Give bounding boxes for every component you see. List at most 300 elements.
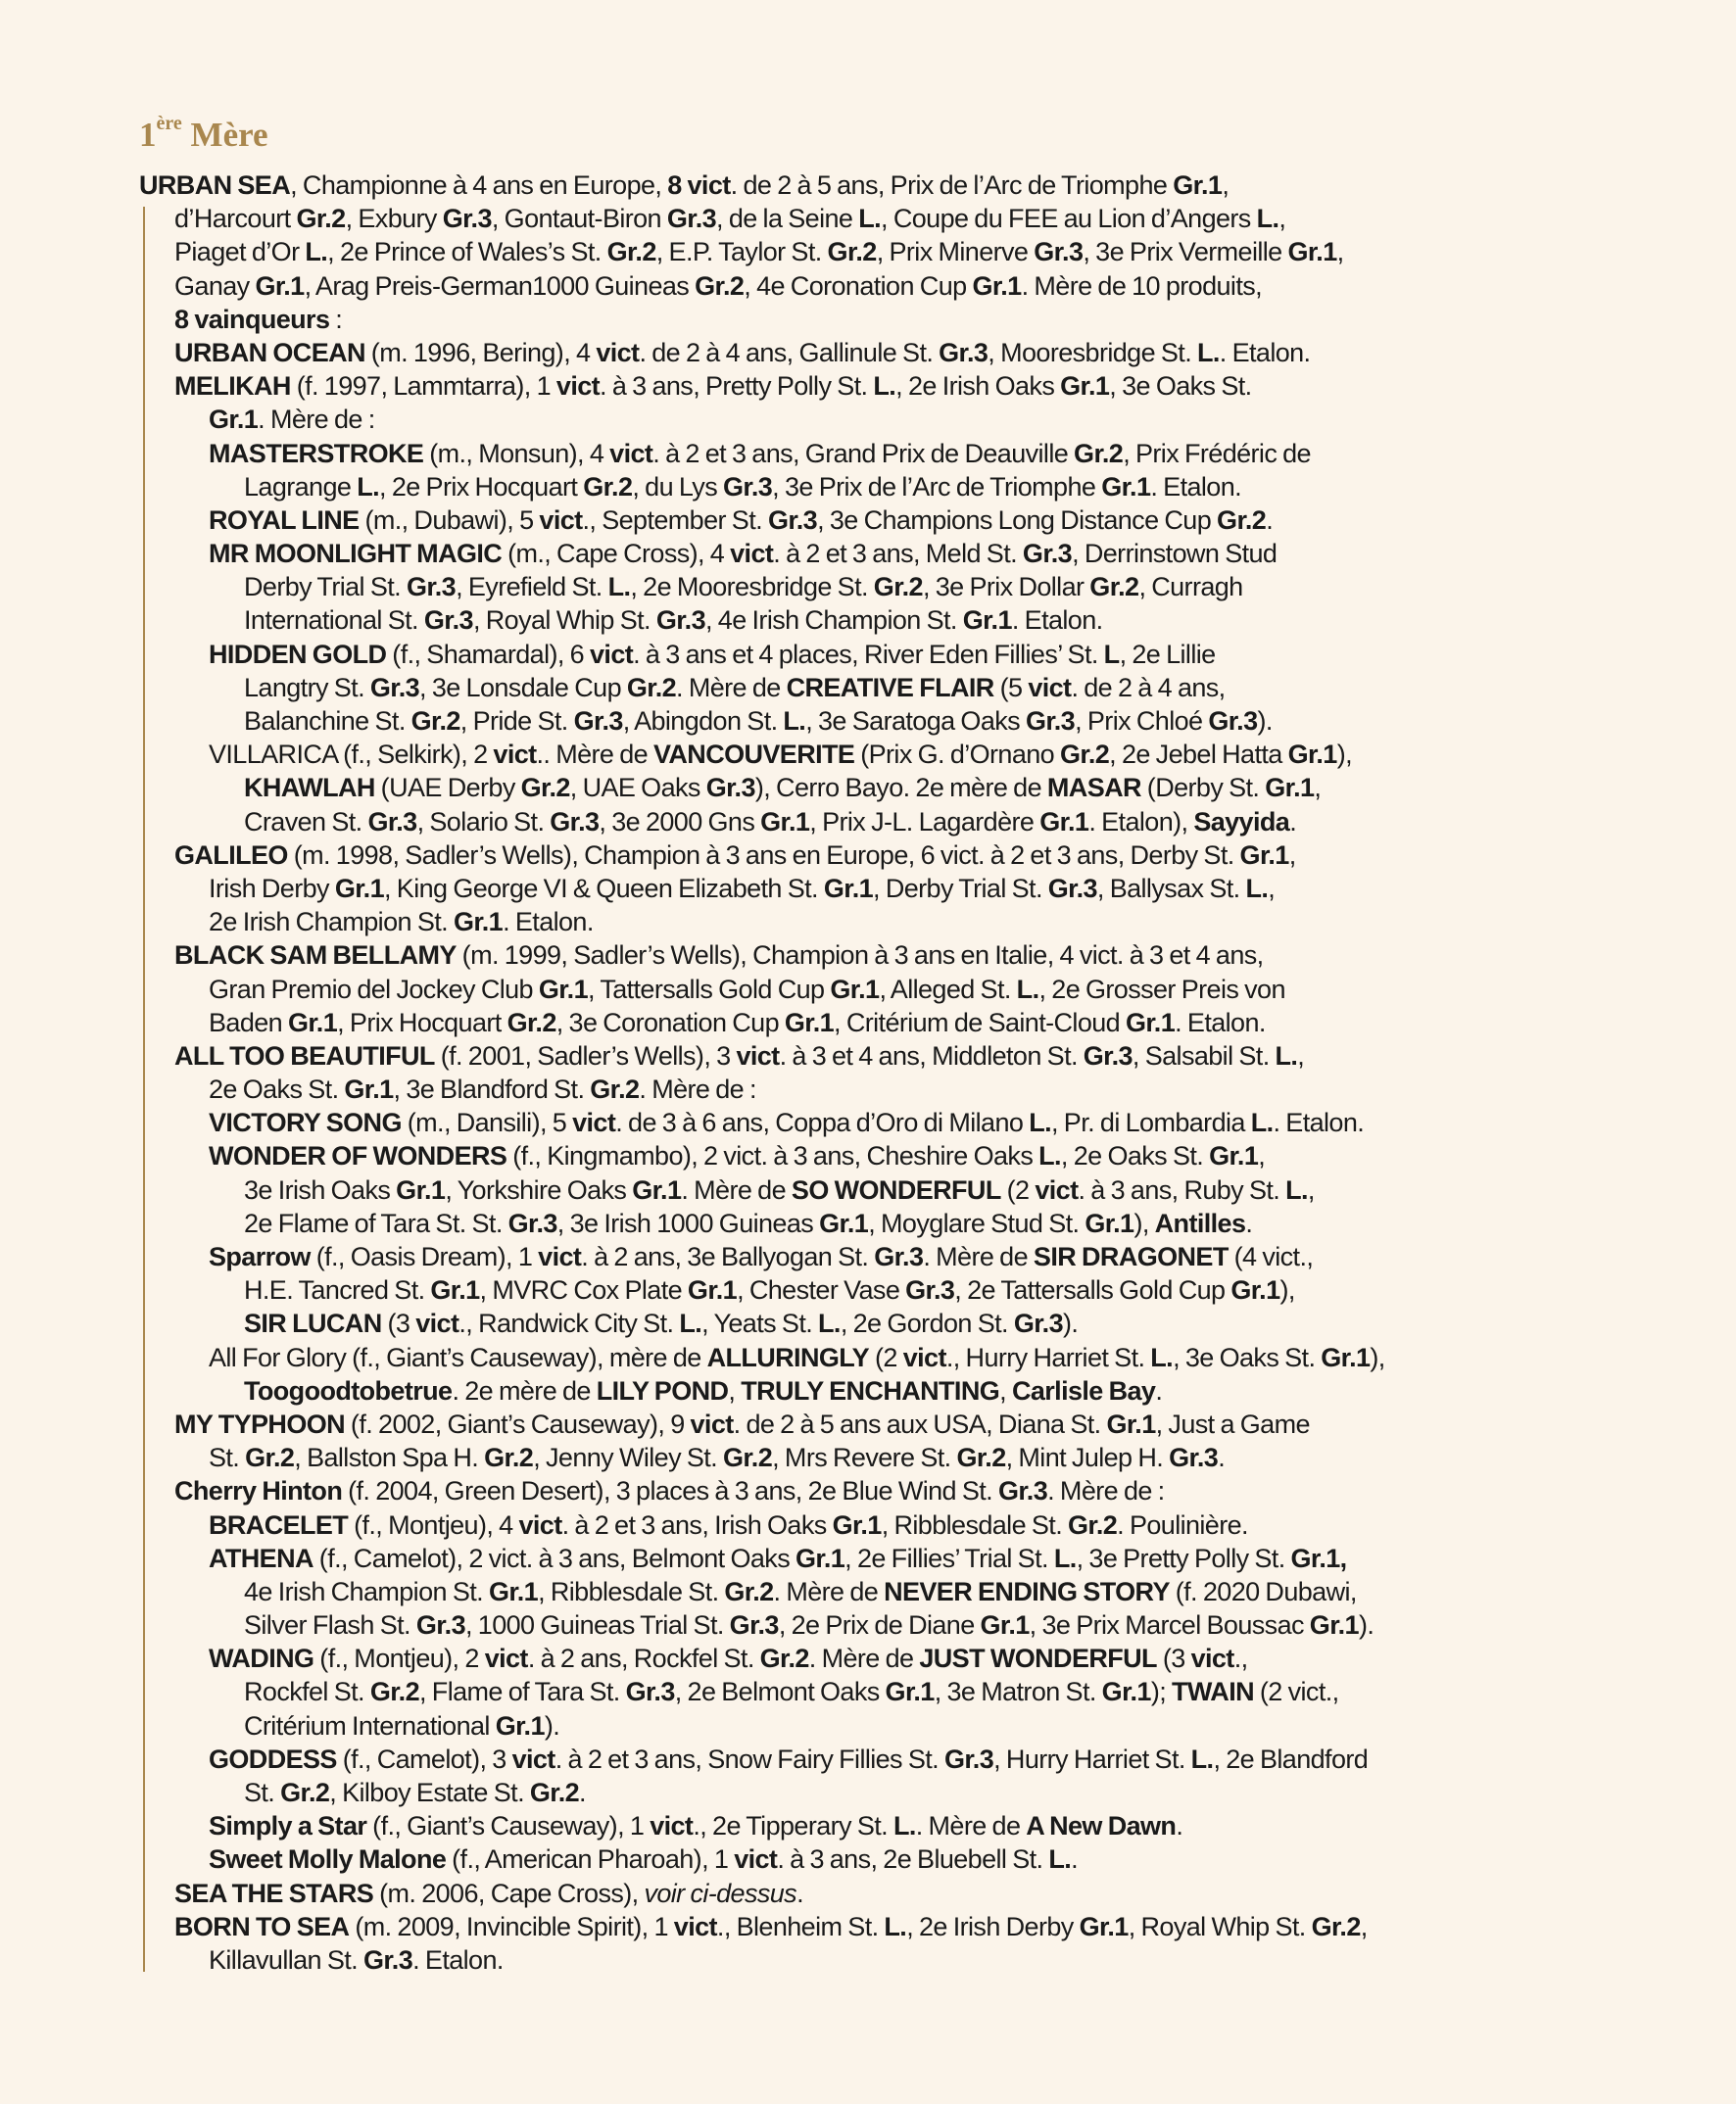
- text-run: , 2e Prix Hocquart: [379, 471, 584, 502]
- bold-text: Gr.1: [1039, 806, 1089, 837]
- text-run: , UAE Oaks: [569, 773, 706, 803]
- bold-text: Gr.1: [396, 1174, 446, 1205]
- text-run: , 2e Gordon St.: [840, 1309, 1014, 1339]
- text-run: , Ballysax St.: [1096, 873, 1246, 903]
- bold-text: ALL TOO BEAUTIFUL: [174, 1040, 435, 1071]
- bold-text: vict: [1028, 672, 1072, 702]
- bold-text: Gr.3: [1208, 706, 1258, 736]
- bold-text: Gr.2: [724, 1576, 774, 1606]
- text-run: ).: [1358, 1610, 1374, 1641]
- text-run: , Pride St.: [459, 706, 574, 736]
- text-run: .: [1266, 504, 1274, 535]
- bold-text: Gr.1: [687, 1275, 738, 1306]
- text-run: , 2e Grosser Preis von: [1038, 974, 1285, 1004]
- bold-text: URBAN OCEAN: [174, 337, 365, 367]
- bold-text: Gr.1: [538, 974, 588, 1004]
- bold-text: Gr.1: [819, 1208, 869, 1238]
- text-run: , Solario St.: [416, 806, 551, 837]
- text-run: , 2e Irish Oaks: [895, 371, 1061, 402]
- text-run: . Etalon.: [1219, 337, 1311, 367]
- bold-text: Gr.1: [1321, 1342, 1371, 1372]
- bold-text: Toogoodtobetrue: [244, 1375, 453, 1406]
- text-run: (m., Dubawi), 5: [359, 504, 540, 535]
- text-run: ,: [1336, 237, 1344, 267]
- bold-text: Gr.2: [506, 1007, 556, 1037]
- bold-text: vict: [902, 1342, 946, 1372]
- text-line: [139, 973, 1687, 1006]
- text-run: , E.P. Taylor St.: [655, 237, 828, 267]
- text-line: [139, 1207, 1687, 1240]
- bold-text: Gr.2: [583, 471, 633, 502]
- text-line: [139, 704, 1687, 738]
- text-line: [139, 1408, 1687, 1441]
- bold-text: Gr.1: [1287, 237, 1337, 267]
- text-run: d’Harcourt: [174, 204, 297, 234]
- text-run: ,: [1268, 873, 1276, 903]
- bold-text: Gr.3: [507, 1208, 557, 1238]
- bold-text: Gr.3: [943, 1744, 994, 1774]
- text-run: . à 3 ans, 2e Bluebell St.: [777, 1844, 1049, 1875]
- bold-text: Gr.1: [430, 1275, 480, 1306]
- text-line: [139, 1441, 1687, 1474]
- text-run: , 2e Oaks St.: [1060, 1141, 1210, 1172]
- text-run: , Chester Vase: [737, 1275, 906, 1306]
- text-line: [139, 303, 1687, 336]
- bold-text: Gr.1: [1287, 740, 1337, 770]
- text-run: Killavullan St.: [209, 1944, 363, 1975]
- text-run: (f., Camelot), 2 vict. à 3 ans, Belmont Oaks: [313, 1543, 796, 1573]
- bold-text: Gr.2: [722, 1443, 773, 1473]
- bold-text: Gr.1: [830, 974, 880, 1004]
- text-line: [139, 671, 1687, 704]
- text-run: , Coupe du FEE au Lion d’Angers: [881, 204, 1257, 234]
- text-line: [139, 1374, 1687, 1408]
- dam-entry: [139, 168, 1687, 1977]
- text-run: (m., Dansili), 5: [401, 1108, 573, 1138]
- bold-text: vict: [511, 1744, 555, 1774]
- text-run: (f., Giant’s Causeway), 1: [366, 1811, 651, 1841]
- bold-text: Gr.3: [1034, 237, 1084, 267]
- text-line: [139, 938, 1687, 972]
- bold-text: L.: [1275, 1040, 1298, 1071]
- text-run: (f., Camelot), 3: [336, 1744, 512, 1774]
- text-run: . Mère de: [923, 1242, 1034, 1271]
- text-run: (m. 1996, Bering), 4: [364, 337, 597, 367]
- text-run: . à 3 et 4 ans, Middleton St.: [779, 1040, 1084, 1071]
- bold-text: Gr.1: [972, 270, 1022, 301]
- bold-text: Gr.2: [956, 1443, 1006, 1473]
- text-line: [139, 1173, 1687, 1207]
- text-run: , Abingdon St.: [622, 706, 784, 736]
- text-run: . Etalon.: [1150, 471, 1242, 502]
- text-run: ),: [1336, 740, 1352, 770]
- text-run: ),: [1279, 1275, 1295, 1306]
- text-line: [139, 603, 1687, 637]
- text-run: , 3e Prix de l’Arc de Triomphe: [772, 471, 1102, 502]
- text-run: , Jenny Wiley St.: [533, 1443, 723, 1473]
- text-run: , Ribblesdale St.: [538, 1576, 725, 1606]
- text-run: ,: [1297, 1040, 1305, 1071]
- bold-text: Gr.1: [1239, 839, 1289, 870]
- text-run: , Kilboy Estate St.: [329, 1778, 530, 1807]
- bold-text: L.: [1197, 337, 1220, 367]
- text-run: , 3e Blandford St.: [393, 1075, 591, 1105]
- bold-text: L.: [607, 572, 631, 602]
- text-run: . à 2 ans, 3e Ballyogan St.: [581, 1242, 875, 1271]
- text-run: 2e Flame of Tara St. St.: [244, 1208, 508, 1238]
- text-run: , Royal Whip St.: [472, 605, 656, 636]
- text-run: St.: [209, 1443, 246, 1473]
- bold-text: Gr.3: [666, 204, 717, 234]
- bold-text: L.: [1245, 873, 1269, 903]
- text-line: [139, 1608, 1687, 1642]
- text-run: (4 vict.,: [1228, 1242, 1314, 1271]
- bold-text: vict: [730, 539, 774, 569]
- bold-text: Sparrow: [209, 1242, 311, 1271]
- text-line: [139, 470, 1687, 503]
- text-run: . de 3 à 6 ans, Coppa d’Oro di Milano: [615, 1108, 1030, 1138]
- text-run: . Mère de: [808, 1644, 920, 1674]
- bold-text: L.: [1190, 1744, 1214, 1774]
- text-run: (Prix G. d’Ornano: [854, 740, 1060, 770]
- bold-text: VICTORY SONG: [209, 1108, 402, 1138]
- text-run: . Etalon.: [412, 1944, 504, 1975]
- text-run: (f. 2004, Green Desert), 3 places à 3 ans, 2e Blue Wind St.: [342, 1476, 998, 1506]
- bold-text: Gr.3: [905, 1275, 955, 1306]
- text-run: , 3e Oaks St.: [1173, 1342, 1322, 1372]
- text-line: [139, 1709, 1687, 1743]
- bold-text: Gr.2: [1217, 504, 1267, 535]
- bold-text: Gr.3: [1022, 539, 1073, 569]
- bold-text: Carlisle Bay: [1011, 1375, 1156, 1406]
- text-run: VILLARICA (f., Selkirk), 2: [209, 740, 494, 770]
- bold-text: Gr.2: [410, 706, 460, 736]
- text-line: [139, 168, 1687, 202]
- bold-text: Gr.1: [287, 1007, 338, 1037]
- text-run: ,: [728, 1375, 742, 1406]
- bold-text: TRULY ENCHANTING: [741, 1375, 1000, 1406]
- text-line: [139, 1809, 1687, 1842]
- bold-text: Sayyida: [1193, 806, 1290, 837]
- bold-text: L.: [1016, 974, 1039, 1004]
- section-heading: [139, 113, 268, 154]
- bold-text: SIR LUCAN: [244, 1309, 382, 1339]
- text-run: ,: [1222, 170, 1230, 200]
- bold-text: Gr.1: [488, 1576, 539, 1606]
- text-run: (f. 2001, Sadler’s Wells), 3: [434, 1040, 737, 1071]
- bold-text: vict: [415, 1309, 459, 1339]
- bold-text: CREATIVE FLAIR: [786, 672, 994, 702]
- bold-text: L.: [892, 1811, 916, 1841]
- bold-text: Gr.2: [590, 1075, 640, 1105]
- text-line: [139, 1240, 1687, 1273]
- bold-text: Gr.1: [255, 270, 305, 301]
- text-run: Balanchine St.: [244, 706, 411, 736]
- text-run: , Derby Trial St.: [873, 873, 1048, 903]
- bold-text: Gr.3: [729, 1610, 779, 1641]
- bold-text: Gr.2: [296, 204, 346, 234]
- text-run: , 2e Mooresbridge St.: [630, 572, 874, 602]
- text-line: [139, 1073, 1687, 1106]
- bold-text: Gr.3: [723, 471, 773, 502]
- bold-text: Gr.3: [655, 605, 705, 636]
- bold-text: Gr.1: [885, 1677, 935, 1707]
- text-run: , 3e Coronation Cup: [555, 1007, 785, 1037]
- bold-text: Gr.3: [406, 572, 457, 602]
- text-line: [139, 403, 1687, 436]
- bold-text: L.: [1250, 1108, 1274, 1138]
- bold-text: JUST WONDERFUL: [919, 1644, 1157, 1674]
- text-run: Craven St.: [244, 806, 368, 837]
- bold-text: Gr.1: [453, 907, 504, 937]
- text-run: :: [329, 304, 343, 334]
- text-run: (f. 2020 Dubawi,: [1169, 1576, 1357, 1606]
- bold-text: Gr.1: [1230, 1275, 1280, 1306]
- text-run: , Arag Preis-German1000 Guineas: [304, 270, 696, 301]
- bold-text: Gr.3: [1083, 1040, 1133, 1071]
- bold-text: Gr.3: [369, 672, 420, 702]
- text-run: , Hurry Harriet St.: [993, 1744, 1191, 1774]
- bold-text: vict: [572, 1108, 616, 1138]
- bold-text: vict: [690, 1409, 734, 1439]
- bold-text: L.: [1150, 1342, 1174, 1372]
- bold-text: GODDESS: [209, 1744, 337, 1774]
- text-line: [139, 638, 1687, 671]
- bold-text: vict: [609, 438, 653, 468]
- text-line: [139, 537, 1687, 570]
- bold-text: Gr.3: [442, 204, 492, 234]
- text-run: , Exbury: [345, 204, 443, 234]
- text-run: All For Glory (f., Giant’s Causeway), mère de: [209, 1342, 707, 1372]
- bold-text: BORN TO SEA: [174, 1911, 350, 1941]
- bold-text: Gr.2: [529, 1778, 580, 1807]
- text-run: St.: [244, 1778, 281, 1807]
- bold-text: Gr.1: [495, 1710, 545, 1741]
- text-run: . à 2 et 3 ans, Grand Prix de Deauville: [652, 438, 1075, 468]
- bold-text: Gr.1: [1060, 371, 1110, 402]
- text-line: [139, 369, 1687, 403]
- text-run: .: [1155, 1375, 1163, 1406]
- bold-text: WONDER OF WONDERS: [209, 1141, 507, 1172]
- text-run: , 2e Jebel Hatta: [1109, 740, 1288, 770]
- bold-text: Gr.3: [573, 706, 623, 736]
- bold-text: vict: [484, 1644, 528, 1674]
- text-line: [139, 1006, 1687, 1039]
- text-run: Silver Flash St.: [244, 1610, 416, 1641]
- text-run: . à 3 ans et 4 places, River Eden Fillies’ St.: [633, 639, 1104, 669]
- text-run: . Mère de :: [639, 1075, 756, 1105]
- text-run: , Moyglare Stud St.: [868, 1208, 1085, 1238]
- text-line: [139, 805, 1687, 838]
- text-run: . Mère de: [915, 1811, 1027, 1841]
- bold-text: Gr.2: [1060, 740, 1110, 770]
- text-run: Lagrange: [244, 471, 358, 502]
- text-run: ),: [1133, 1208, 1155, 1238]
- text-run: .: [1218, 1443, 1226, 1473]
- bold-text: GALILEO: [174, 839, 288, 870]
- text-line: [139, 1508, 1687, 1542]
- bold-text: L.: [1029, 1108, 1051, 1138]
- text-run: , du Lys: [632, 471, 724, 502]
- bold-text: WADING: [209, 1644, 314, 1674]
- text-run: , 3e Prix Dollar: [922, 572, 1090, 602]
- text-run: , Prix Hocquart: [337, 1007, 507, 1037]
- bold-text: vict: [555, 371, 601, 402]
- text-run: .: [1245, 1208, 1253, 1238]
- bold-text: L.: [305, 237, 328, 267]
- text-run: . à 3 ans, Pretty Polly St.: [600, 371, 874, 402]
- text-run: . à 2 et 3 ans, Meld St.: [773, 539, 1023, 569]
- text-run: ., 2e Tipperary St.: [693, 1811, 893, 1841]
- text-run: , Tattersalls Gold Cup: [588, 974, 831, 1004]
- text-run: , Royal Whip St.: [1128, 1911, 1312, 1941]
- bold-text: Gr.1: [1265, 773, 1315, 803]
- text-run: . à 2 et 3 ans, Irish Oaks: [561, 1509, 833, 1540]
- bold-text: L.: [1285, 1174, 1308, 1205]
- text-run: . Etalon.: [1273, 1108, 1365, 1138]
- text-line: [139, 838, 1687, 872]
- text-run: (f., Montjeu), 4: [348, 1509, 519, 1540]
- text-run: , 2e Belmont Oaks: [674, 1677, 886, 1707]
- bold-text: Gr.3: [874, 1242, 924, 1271]
- text-run: , 2e Blandford: [1213, 1744, 1369, 1774]
- text-run: Derby Trial St.: [244, 572, 407, 602]
- text-run: (f., Montjeu), 2: [313, 1644, 485, 1674]
- text-run: , 3e Saratoga Oaks: [805, 706, 1026, 736]
- bold-text: Gr.2: [827, 237, 877, 267]
- heading-ordinal-suffix: ère: [156, 113, 182, 135]
- text-line: [139, 905, 1687, 938]
- bold-text: Gr.2: [1068, 1509, 1118, 1540]
- text-run: (f., Kingmambo), 2 vict. à 3 ans, Cheshire Oaks: [506, 1141, 1039, 1172]
- text-run: . Poulinière.: [1117, 1509, 1248, 1540]
- text-run: (f., Oasis Dream), 1: [310, 1242, 539, 1271]
- text-run: (5: [993, 672, 1029, 702]
- text-run: , Prix Minerve: [876, 237, 1035, 267]
- text-run: . Mère de: [681, 1174, 792, 1205]
- text-line: [139, 202, 1687, 235]
- bold-text: Gr.2: [520, 773, 570, 803]
- bold-text: Gr.1: [1079, 1911, 1129, 1941]
- text-run: H.E. Tancred St.: [244, 1275, 431, 1306]
- text-run: .. Mère de: [536, 740, 653, 770]
- text-run: ).: [544, 1710, 560, 1741]
- bold-text: Gr.2: [280, 1778, 330, 1807]
- bold-text: vict: [673, 1911, 717, 1941]
- bold-text: MASAR: [1046, 773, 1141, 803]
- text-run: . Mère de :: [258, 405, 375, 435]
- bold-text: ROYAL LINE: [209, 504, 360, 535]
- text-run: , Curragh: [1138, 572, 1243, 602]
- text-run: , Ballston Spa H.: [294, 1443, 485, 1473]
- text-run: ., Blenheim St.: [716, 1911, 885, 1941]
- text-run: , Critérium de Saint-Cloud: [834, 1007, 1126, 1037]
- text-run: , Pr. di Lombardia: [1050, 1108, 1251, 1138]
- bold-text: Gr.1: [1125, 1007, 1176, 1037]
- bold-text: vict: [1035, 1174, 1079, 1205]
- bold-text: MELIKAH: [174, 371, 291, 402]
- text-run: . Mère de: [773, 1576, 885, 1606]
- text-run: ., Randwick City St.: [458, 1309, 680, 1339]
- text-line: [139, 1341, 1687, 1374]
- bold-text: L: [1103, 639, 1120, 669]
- text-run: , 4e Coronation Cup: [744, 270, 973, 301]
- text-run: 3e Irish Oaks: [244, 1174, 397, 1205]
- bold-text: VANCOUVERITE: [653, 740, 855, 770]
- text-run: , 2e Prix de Diane: [778, 1610, 981, 1641]
- text-run: ,: [1307, 1174, 1315, 1205]
- text-line: [139, 1307, 1687, 1340]
- bold-text: Gr.1: [334, 873, 384, 903]
- bold-text: Gr.1,: [1290, 1543, 1347, 1573]
- bold-text: L.: [1256, 204, 1279, 234]
- bold-text: Gr.1: [1101, 1677, 1151, 1707]
- text-run: . de 2 à 5 ans, Prix de l’Arc de Triomphe: [730, 170, 1174, 200]
- bold-text: Gr.1: [344, 1075, 394, 1105]
- bold-text: Gr.3: [767, 504, 818, 535]
- text-run: , Just a Game: [1155, 1409, 1310, 1439]
- text-line: [139, 1474, 1687, 1507]
- bold-text: Gr.2: [245, 1443, 295, 1473]
- text-run: , Derrinstown Stud: [1072, 539, 1278, 569]
- text-line: [139, 336, 1687, 369]
- bold-text: vict: [736, 1040, 780, 1071]
- text-run: ),: [1370, 1342, 1385, 1372]
- text-run: , 3e Prix Vermeille: [1083, 237, 1288, 267]
- bold-text: Gr.1: [209, 405, 259, 435]
- text-run: , Mint Julep H.: [1005, 1443, 1170, 1473]
- text-run: (2: [1000, 1174, 1036, 1205]
- bold-text: L.: [858, 204, 882, 234]
- text-run: , 3e Matron St.: [934, 1677, 1102, 1707]
- bold-text: L.: [1053, 1543, 1077, 1573]
- text-run: Rockfel St.: [244, 1677, 370, 1707]
- text-run: , Yeats St.: [701, 1309, 819, 1339]
- bold-text: L.: [357, 471, 380, 502]
- bold-text: SIR DRAGONET: [1033, 1242, 1229, 1271]
- bold-text: URBAN SEA: [139, 170, 291, 200]
- bold-text: Gr.1: [1309, 1610, 1359, 1641]
- text-line: [139, 437, 1687, 470]
- bold-text: Gr.3: [367, 806, 417, 837]
- bold-text: Gr.3: [1169, 1443, 1219, 1473]
- text-run: , 3e Oaks St.: [1109, 371, 1252, 402]
- text-run: , Salsabil St.: [1132, 1040, 1276, 1071]
- text-run: (m., Monsun), 4: [423, 438, 610, 468]
- text-run: Gran Premio del Jockey Club: [209, 974, 539, 1004]
- bold-text: Gr.3: [362, 1944, 413, 1975]
- text-run: ).: [1257, 706, 1273, 736]
- text-run: 2e Irish Champion St.: [209, 907, 454, 937]
- bold-text: Cherry Hinton: [174, 1476, 343, 1506]
- bold-text: Gr.3: [1013, 1309, 1063, 1339]
- text-run: , 2e Fillies’ Trial St.: [844, 1543, 1054, 1573]
- text-run: , 3e Pretty Polly St.: [1076, 1543, 1291, 1573]
- bold-text: Gr.3: [415, 1610, 465, 1641]
- text-line: [139, 1106, 1687, 1139]
- text-run: , Yorkshire Oaks: [445, 1174, 633, 1205]
- text-run: . à 2 ans, Rockfel St.: [527, 1644, 760, 1674]
- bold-text: L.: [873, 371, 896, 402]
- text-line: [139, 771, 1687, 804]
- text-run: .: [796, 1878, 803, 1908]
- text-line: [139, 1943, 1687, 1977]
- text-run: Baden: [209, 1007, 288, 1037]
- text-run: , 3e 2000 Gns: [599, 806, 761, 837]
- text-run: .: [1071, 1844, 1079, 1875]
- text-run: , 2e Irish Derby: [906, 1911, 1080, 1941]
- text-line: [139, 1910, 1687, 1943]
